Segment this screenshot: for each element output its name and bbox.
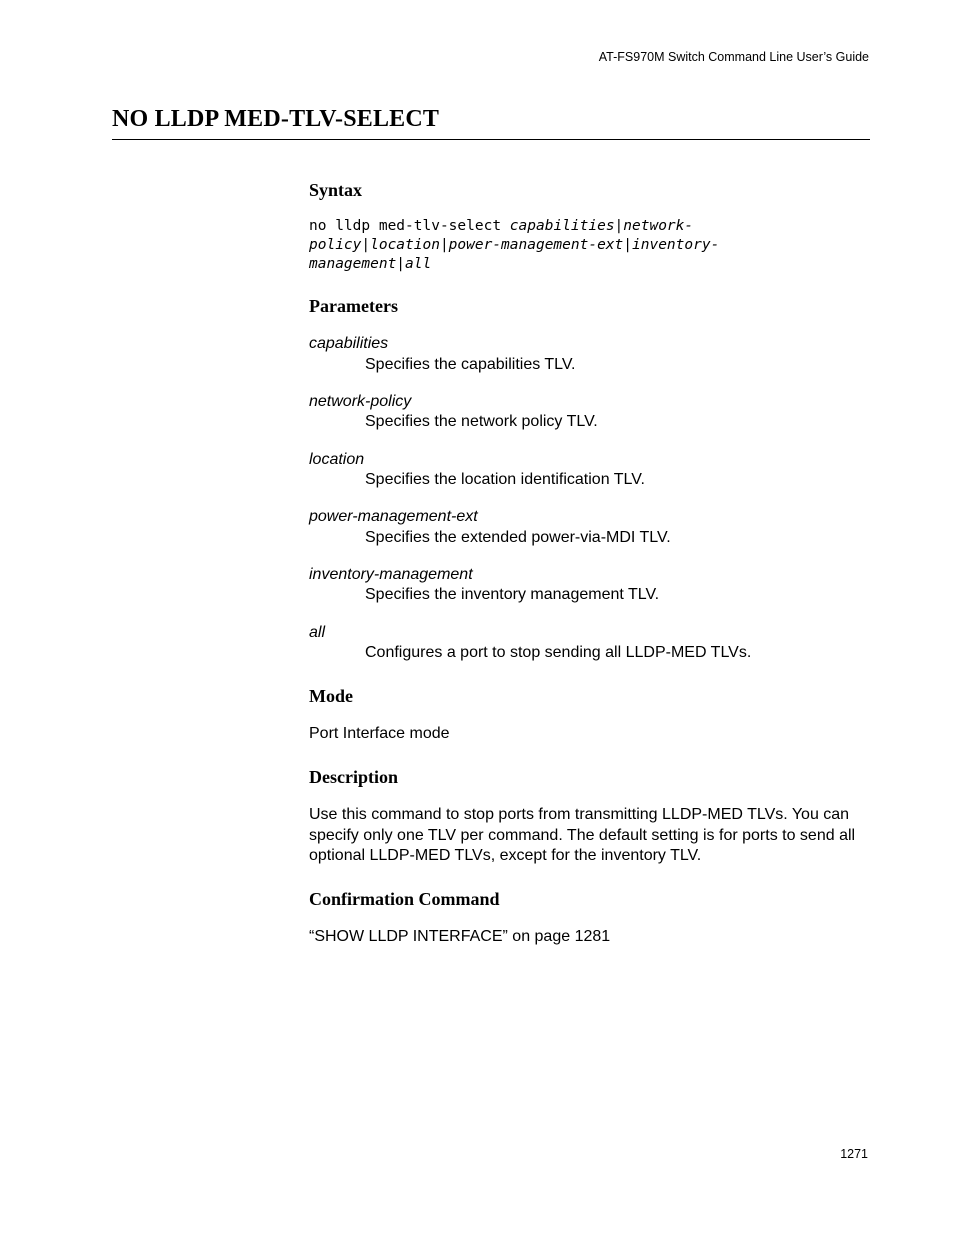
description-text: Use this command to stop ports from transmitting LLDP-MED TLVs. You can specify only one TLV per command. The default setting is for ports to send all optional LLDP-MED TLVs, except for the inventory TLV. (309, 806, 856, 864)
param-desc-network-policy: Specifies the network policy TLV. (365, 413, 598, 430)
syntax-command: no lldp med-tlv-select (309, 218, 510, 234)
running-header: AT-FS970M Switch Command Line User’s Guide (598, 50, 869, 64)
syntax-args-line3: management|all (309, 256, 432, 272)
mode-heading: Mode (309, 686, 353, 706)
param-name-inventory-management: inventory-management (309, 566, 473, 583)
param-desc-power-management-ext: Specifies the extended power-via-MDI TLV. (365, 529, 671, 546)
param-desc-capabilities: Specifies the capabilities TLV. (365, 356, 576, 373)
description-heading: Description (309, 767, 398, 787)
syntax-args-line2: policy|location|power-management-ext|inventory- (309, 237, 720, 253)
confirmation-link[interactable]: “SHOW LLDP INTERFACE” on page 1281 (309, 928, 611, 945)
param-name-all: all (309, 624, 326, 641)
mode-text: Port Interface mode (309, 725, 450, 742)
param-desc-all: Configures a port to stop sending all LLDP-MED TLVs. (365, 644, 752, 661)
syntax-heading: Syntax (309, 180, 363, 200)
syntax-args-line1: capabilities|network- (509, 218, 694, 234)
param-desc-inventory-management: Specifies the inventory management TLV. (365, 586, 660, 603)
param-name-network-policy: network-policy (309, 393, 412, 410)
parameters-heading: Parameters (309, 296, 398, 316)
page-title: NO LLDP MED-TLV-SELECT (112, 106, 440, 132)
syntax-block (309, 217, 719, 274)
page-number: 1271 (840, 1147, 868, 1161)
param-name-location: location (309, 451, 365, 468)
param-name-power-management-ext: power-management-ext (309, 508, 478, 525)
param-name-capabilities: capabilities (309, 335, 389, 352)
confirmation-heading: Confirmation Command (309, 889, 500, 909)
param-desc-location: Specifies the location identification TLV. (365, 471, 645, 488)
title-divider (112, 139, 870, 140)
